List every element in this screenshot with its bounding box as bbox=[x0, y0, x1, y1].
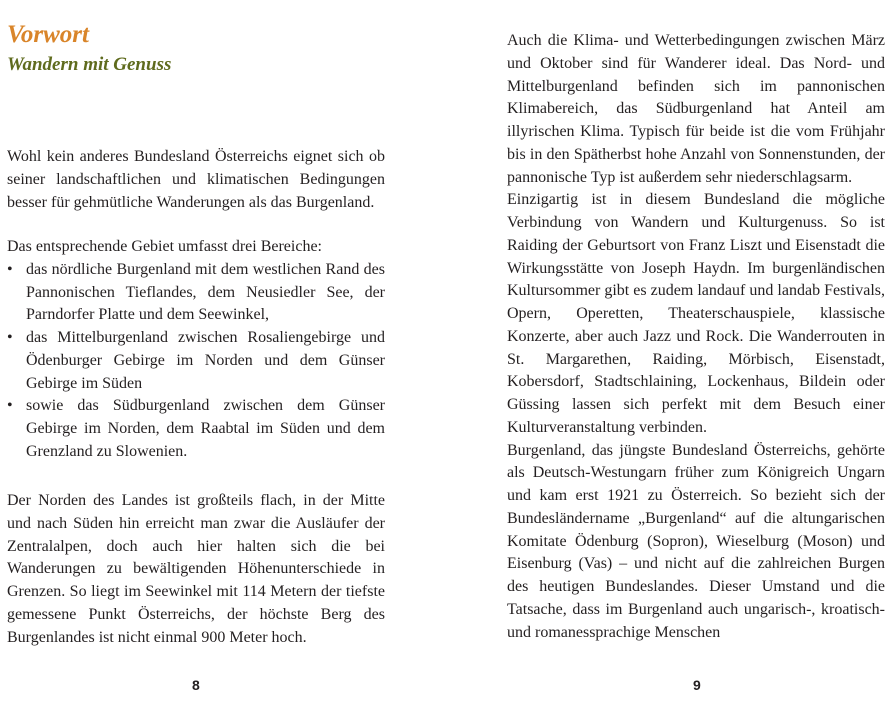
history-paragraph: Burgenland, das jüngste Bundesland Österreichs, gehörte als Deutsch-Westungarn früher zum Königreich Ungarn und kam erst 1921 zu Österreich. So bezieht sich der Bundesländername „Burgenland“ auf die altungarischen Komitate Ödenburg (Sopron), Wieselburg (Moson) und Eisenburg (Vas) – und nicht auf die zahlreichen Burgen des heutigen Bundeslandes. Dieser Umstand und die Tatsache, dass im Burgenland auch ungarisch-, kroatisch- und romanessprachige Menschen bbox=[507, 441, 885, 641]
intro-paragraph-block bbox=[7, 146, 385, 214]
chapter-title: Vorwort bbox=[7, 21, 89, 48]
bullet-icon: • bbox=[7, 329, 13, 346]
list-item-text: das Mittelburgenland zwischen Rosaliengebirge und Ödenburger Gebirge im Norden und dem Günser Gebirge im Süden bbox=[26, 329, 385, 392]
areas-intro: Das entsprechende Gebiet umfasst drei Bereiche: bbox=[7, 238, 322, 255]
left-page bbox=[7, 0, 385, 710]
right-page-text bbox=[507, 30, 885, 644]
areas-list bbox=[7, 259, 385, 464]
north-paragraph-block bbox=[7, 490, 385, 649]
list-item bbox=[7, 327, 385, 395]
bullet-icon: • bbox=[7, 397, 13, 415]
climate-paragraph: Auch die Klima- und Wetterbedingungen zwischen März und Oktober sind für Wanderer ideal. Das Nord- und Mittelburgenland befinden sich im pannonischen Klimabereich, das Südburgenland hat Anteil am illyrischen Klima. Typisch für beide ist die vom Frühjahr bis in den Spätherbst hohe Anzahl von Sonnenstunden, der pannonische Typ ist außerdem sehr niederschlagsarm. bbox=[507, 32, 885, 186]
list-item bbox=[7, 259, 385, 327]
list-item-text: das nördliche Burgenland mit dem westlichen Rand des Pannonischen Tieflandes, dem Neusiedler See, der Parndorfer Platte und dem Seewinkel, bbox=[26, 260, 385, 324]
page-number-left: 8 bbox=[192, 677, 200, 693]
intro-paragraph: Wohl kein anderes Bundesland Österreichs eignet sich ob seiner landschaftlichen und klimatischen Bedingungen besser für gehmütliche Wanderungen als das Burgenland. bbox=[7, 148, 385, 211]
page-number-right: 9 bbox=[693, 677, 701, 693]
culture-paragraph: Einzigartig ist in diesem Bundesland die mögliche Verbindung von Wandern und Kulturgenuss. So ist Raiding der Geburtsort von Franz Liszt und Eisenstadt die Wirkungsstätte von Joseph Haydn. Im burgenländischen Kultursommer gibt es zudem landauf und landab Festivals, Opern, Operetten, Theaterschauspiele, klassische Konzerte, aber auch Jazz und Rock. Die Wanderrouten in St. Margarethen, Raiding, Mörbisch, Eisenstadt, Kobersdorf, Stadtschlaining, Lockenhaus, Bildein oder Güssing lassen sich perfekt mit dem Besuch einer Kulturveranstaltung verbinden. bbox=[507, 191, 885, 436]
list-item bbox=[7, 395, 385, 463]
list-item-text: sowie das Südburgenland zwischen dem Günser Gebirge im Norden, dem Raabtal im Süden und dem Grenzland zu Slowenien. bbox=[26, 397, 385, 460]
north-paragraph: Der Norden des Landes ist großteils flach, in der Mitte und nach Süden hin erreicht man zwar die Ausläufer der Zentralalpen, doch auch hier halten sich die bei Wanderungen zu bewältigenden Höhenunterschiede in Grenzen. So liegt im Seewinkel mit 114 Metern der tiefste gemessene Punkt Österreichs, der höchste Berg des Burgenlandes ist nicht einmal 900 Meter hoch. bbox=[7, 492, 385, 646]
chapter-subtitle: Wandern mit Genuss bbox=[7, 54, 172, 75]
areas-section bbox=[7, 236, 385, 464]
bullet-icon: • bbox=[7, 260, 13, 278]
right-page bbox=[507, 0, 885, 710]
